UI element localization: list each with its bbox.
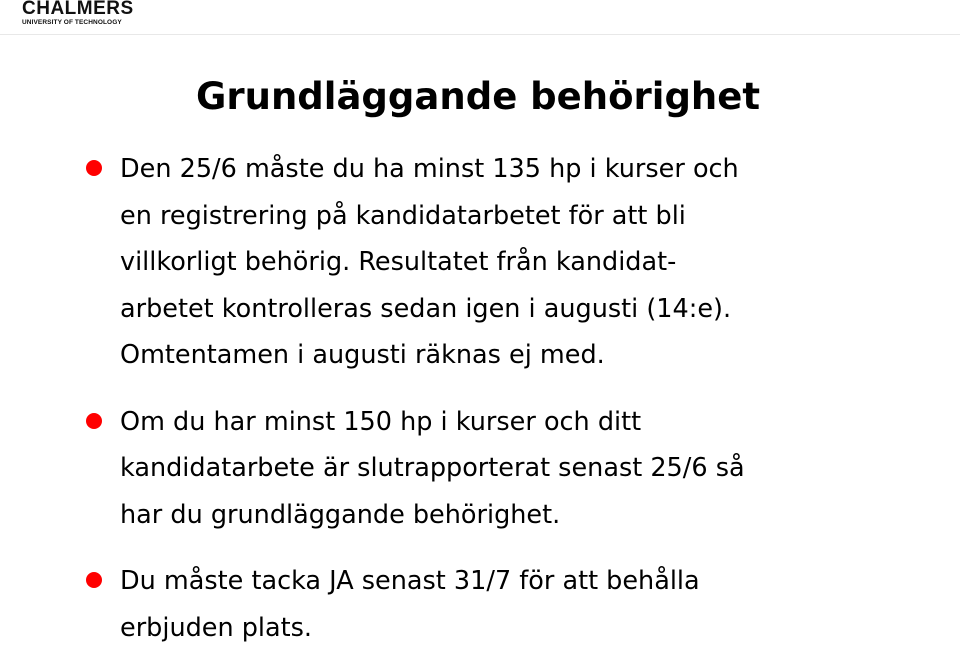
bullet-item — [0, 146, 960, 379]
bullet-text-line: en registrering på kandidatarbetet för att bli — [120, 193, 960, 240]
bullet-item — [0, 399, 960, 539]
header-divider — [0, 34, 960, 35]
red-dot-icon — [86, 160, 102, 176]
slide-title: Grundläggande behörighet — [196, 72, 760, 122]
bullet-text-line: har du grundläggande behörighet. — [120, 492, 960, 539]
bullet-text-line: Den 25/6 måste du ha minst 135 hp i kurser och — [120, 146, 960, 193]
chalmers-logo — [22, 0, 202, 27]
bullet-text-line: Omtentamen i augusti räknas ej med. — [120, 332, 960, 379]
logo-name: CHALMERS — [22, 0, 202, 18]
bullet-text-line: erbjuden plats. — [120, 605, 960, 651]
bullet-text-line: arbetet kontrolleras sedan igen i augusti (14:e). — [120, 286, 960, 333]
logo-subtitle: UNIVERSITY OF TECHNOLOGY — [22, 19, 202, 27]
bullet-text-line: Om du har minst 150 hp i kurser och ditt — [120, 399, 960, 446]
bullet-text-line: villkorligt behörig. Resultatet från kandidat- — [120, 239, 960, 286]
bullet-list — [0, 146, 960, 651]
bullet-text-line: Du måste tacka JA senast 31/7 för att behålla — [120, 558, 960, 605]
red-dot-icon — [86, 572, 102, 588]
bullet-item — [0, 558, 960, 651]
bullet-text-line: kandidatarbete är slutrapporterat senast 25/6 så — [120, 445, 960, 492]
red-dot-icon — [86, 413, 102, 429]
